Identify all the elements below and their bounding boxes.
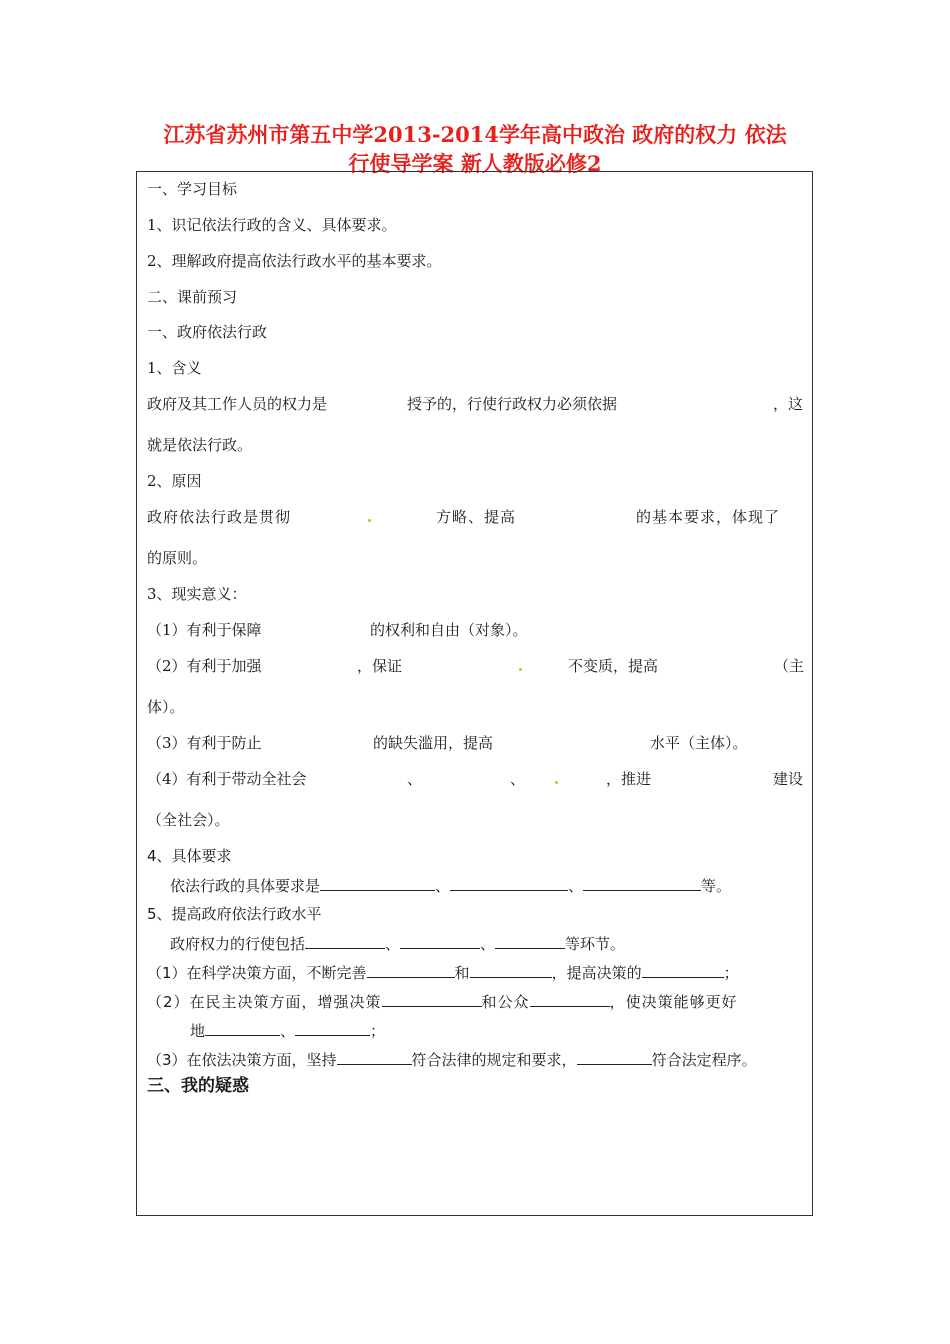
demo-b: 和公众	[481, 993, 530, 1011]
heading-learning-goals: 一、学习目标	[147, 180, 238, 198]
improve-line	[170, 934, 625, 953]
sci-d: ；	[723, 964, 739, 982]
improve-heading: 5、提高政府依法行政水平	[147, 905, 322, 923]
speck-mark	[519, 668, 522, 671]
sig-3c: 水平（主体）。	[650, 734, 748, 752]
meaning-heading: 1、含义	[147, 359, 202, 377]
sig-2c: 不变质，提高	[568, 657, 659, 675]
fill-blank	[295, 1021, 370, 1036]
significance-heading: 3、现实意义：	[147, 585, 247, 603]
improve-text: 政府权力的行使包括	[170, 935, 306, 953]
speck-mark	[555, 781, 558, 784]
legal-a: （3）在依法决策方面，坚持	[147, 1051, 337, 1069]
sci-b: 和	[454, 964, 470, 982]
sig-3a: （3）有利于防止	[147, 734, 262, 752]
meaning-text-c: ，这	[773, 395, 804, 413]
req-sep-1: 、	[435, 877, 451, 895]
sci-a: （1）在科学决策方面，不断完善	[147, 964, 367, 982]
document-title	[120, 120, 830, 178]
req-text: 依法行政的具体要求是	[170, 877, 321, 895]
fill-blank	[450, 876, 568, 891]
sci-c: ，提高决策的	[551, 964, 642, 982]
sig-4d: ，推进	[606, 770, 652, 788]
legal-b: 符合法律的规定和要求，	[411, 1051, 577, 1069]
req-end: 等。	[701, 877, 732, 895]
improve-legal	[147, 1050, 757, 1069]
req-sep-2: 、	[568, 877, 584, 895]
fill-blank	[583, 876, 701, 891]
fill-blank	[577, 1050, 652, 1065]
fill-blank	[337, 1050, 412, 1065]
reason-heading: 2、原因	[147, 472, 202, 490]
demo-f: ；	[370, 1022, 386, 1040]
improve-demo	[147, 992, 738, 1011]
sig-4f: （全社会）。	[147, 811, 230, 829]
title-line-2: 行使导学案 新人教版必修2	[348, 151, 602, 176]
reason-text-d: 的原则。	[147, 549, 208, 567]
title-line-1: 江苏省苏州市第五中学2013-2014学年高中政治 政府的权力 依法	[163, 122, 787, 147]
fill-blank	[382, 992, 482, 1007]
legal-c: 符合法定程序。	[651, 1051, 757, 1069]
fill-blank	[400, 934, 480, 949]
heading-preview: 二、课前预习	[147, 288, 238, 306]
sig-2a: （2）有利于加强	[147, 657, 262, 675]
sig-2d: （主	[774, 657, 805, 675]
reason-text-c: 的基本要求，体现了	[636, 508, 781, 526]
fill-blank	[205, 1021, 280, 1036]
sig-2e: 体）。	[147, 698, 185, 716]
demo-e: 、	[280, 1022, 296, 1040]
reason-text-b: 方略、提高	[436, 508, 517, 526]
reason-text-a: 政府依法行政是贯彻	[147, 508, 292, 526]
fill-blank	[642, 963, 724, 978]
speck-mark	[368, 519, 371, 522]
sig-2b: ，保证	[357, 657, 403, 675]
improve-sep-1: 、	[385, 935, 401, 953]
meaning-text-a: 政府及其工作人员的权力是	[147, 395, 328, 413]
meaning-text-d: 就是依法行政。	[147, 436, 253, 454]
subheading-lawful-admin: 一、政府依法行政	[147, 323, 268, 341]
fill-blank	[530, 992, 610, 1007]
sig-3b: 的缺失滥用，提高	[373, 734, 494, 752]
sig-4c: 、	[510, 770, 526, 788]
sig-1a: （1）有利于保障	[147, 621, 262, 639]
demo-a: （2）在民主决策方面，增强决策	[147, 993, 382, 1011]
fill-blank	[320, 876, 435, 891]
improve-demo-cont	[190, 1021, 385, 1040]
fill-blank	[305, 934, 385, 949]
demo-d: 地	[190, 1022, 206, 1040]
improve-sci	[147, 963, 739, 982]
demo-c: ，使决策能够更好	[609, 993, 738, 1011]
sig-4e: 建设	[773, 770, 804, 788]
fill-blank	[470, 963, 552, 978]
sig-4a: （4）有利于带动全社会	[147, 770, 307, 788]
improve-sep-2: 、	[480, 935, 496, 953]
req-heading: 4、具体要求	[147, 847, 232, 865]
fill-blank	[495, 934, 565, 949]
sig-1b: 的权利和自由（对象）。	[370, 621, 528, 639]
sig-4b: 、	[407, 770, 423, 788]
meaning-text-b: 授予的，行使行政权力必须依据	[407, 395, 618, 413]
goal-2: 2、理解政府提高依法行政水平的基本要求。	[147, 252, 442, 270]
goal-1: 1、识记依法行政的含义、具体要求。	[147, 216, 397, 234]
fill-blank	[367, 963, 455, 978]
heading-doubts: 三、我的疑惑	[147, 1076, 249, 1096]
improve-end: 等环节。	[565, 935, 626, 953]
req-line	[170, 876, 731, 895]
